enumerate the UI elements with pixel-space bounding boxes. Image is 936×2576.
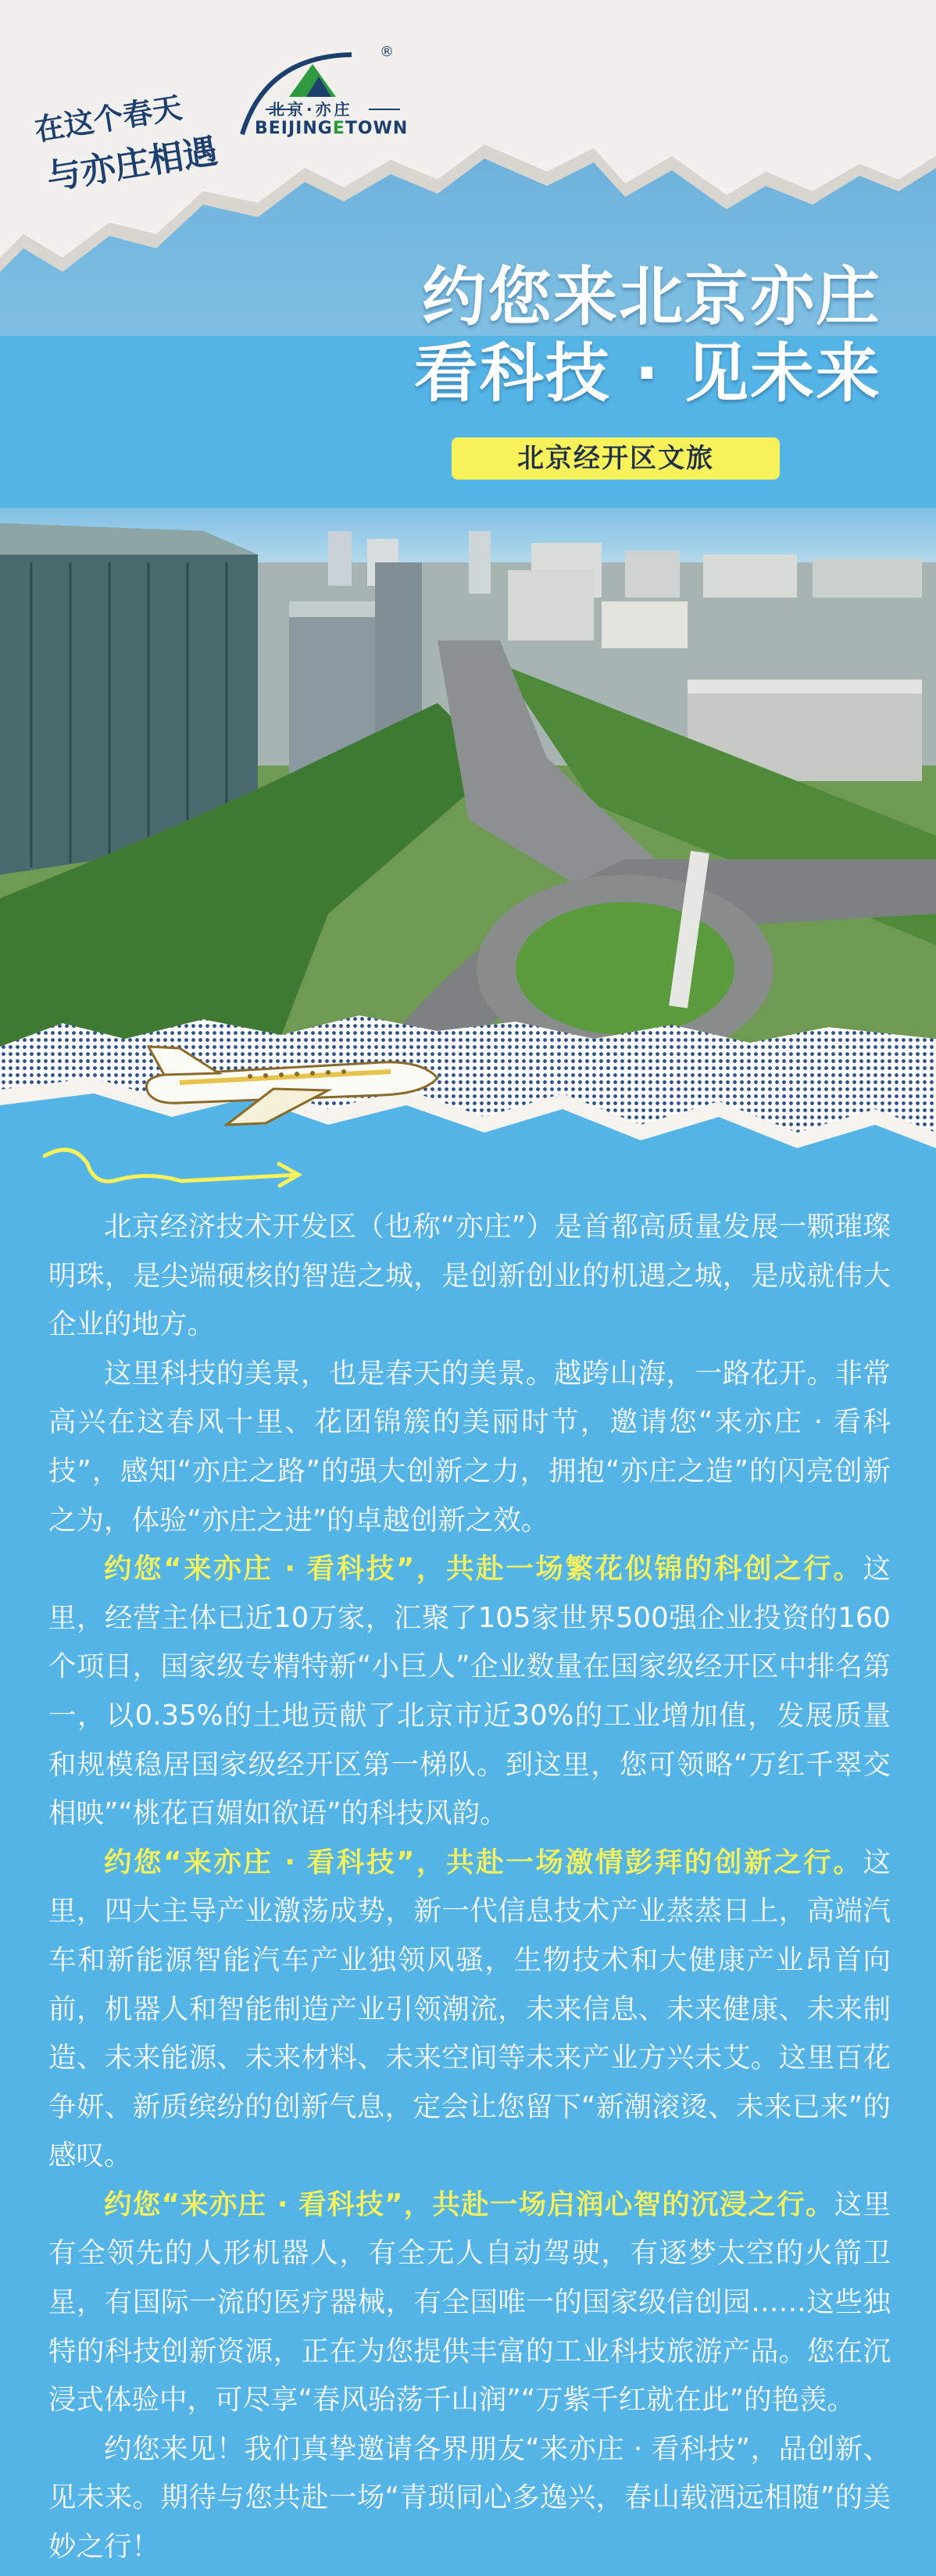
title-line-1: 约您来北京亦庄 [421,260,881,334]
highlight-text: 约您“来亦庄 · 看科技”，共赴一场激情彭拜的创新之行。 [104,1846,863,1878]
paragraph: 约您“来亦庄 · 看科技”，共赴一场繁花似锦的科创之行。这里，经营主体已近10万家，汇聚了105家世界500强企业投资的160个项目，国家级专精特新“小巨人”企业数量在国家级经开区中排名第一，以0.35%的土地贡献了北京市近30%的工业增加值，发展质量和规模稳居国家级经开区第一梯队。到这里，您可领略“万红千翠交相映”“桃花百媚如欲语”的科技风韵。 [48,1553,891,1830]
paragraph: 约您“来亦庄 · 看科技”，共赴一场启润心智的沉浸之行。这里有全领先的人形机器人，有全无人自动驾驶，有逐梦太空的火箭卫星，有国际一流的医疗器械，有全国唯一的国家级信创园……这些独特的科技创新资源，正在为您提供丰富的工业科技旅游产品。您在沉浸式体验中，可尽享“春风骀荡千山润”“万紫千红就在此”的艳羡。 [48,2188,891,2417]
slogan-line-1: 在这个春天 [32,89,184,148]
logo-english-text: BEIJINGETOWN [255,119,409,138]
paragraph: 约您来见！我们真挚邀请各界朋友“来亦庄 · 看科技”，品创新、见未来。期待与您共赴一场“青琐同心多逸兴，春山载酒远相随”的美妙之行！ [48,2432,891,2564]
paragraph: 北京经济技术开发区（也称“亦庄”）是首都高质量发展一颗璀璨明珠，是尖端硬核的智造之城，是创新创业的机遇之城，是成就伟大企业的地方。 [48,1211,891,1341]
registered-mark: ® [380,44,394,60]
highlight-text: 约您“来亦庄 · 看科技”，共赴一场启润心智的沉浸之行。 [104,2188,834,2221]
article-body [48,1203,891,2572]
paragraph: 约您“来亦庄 · 看科技”，共赴一场激情彭拜的创新之行。这里，四大主导产业激荡成势，新一代信息技术产业蒸蒸日上，高端汽车和新能源智能汽车产业独领风骚，生物技术和大健康产业昂首向前，机器人和智能制造产业引领潮流，未来信息、未来健康、未来制造、未来能源、未来材料、未来空间等未来产业方兴未艾。这里百花争妍、新质缤纷的创新气息，定会让您留下“新潮滚烫、未来已来”的感叹。 [48,1846,891,2172]
slogan-line-2: 与亦庄相遇 [44,131,220,198]
page-title [414,259,881,412]
organizer-badge: 北京经开区文旅 [452,437,780,480]
airplane-icon [133,1031,445,1133]
title-line-2: 看科技 · 见未来 [413,337,881,411]
paragraph: 这里科技的美景，也是春天的美景。越跨山海，一路花开。非常高兴在这春风十里、花团锦簇的美丽时节，邀请您“来亦庄 · 看科技”，感知“亦庄之路”的强大创新之力，拥抱“亦庄之造”的闪亮创新之为，体验“亦庄之进”的卓越创新之效。 [48,1357,891,1536]
highlight-text: 约您“来亦庄 · 看科技”，共赴一场繁花似锦的科创之行。 [104,1553,863,1586]
logo-chinese-text: 北京·亦庄 [269,100,353,119]
squiggle-icon [41,1140,306,1203]
